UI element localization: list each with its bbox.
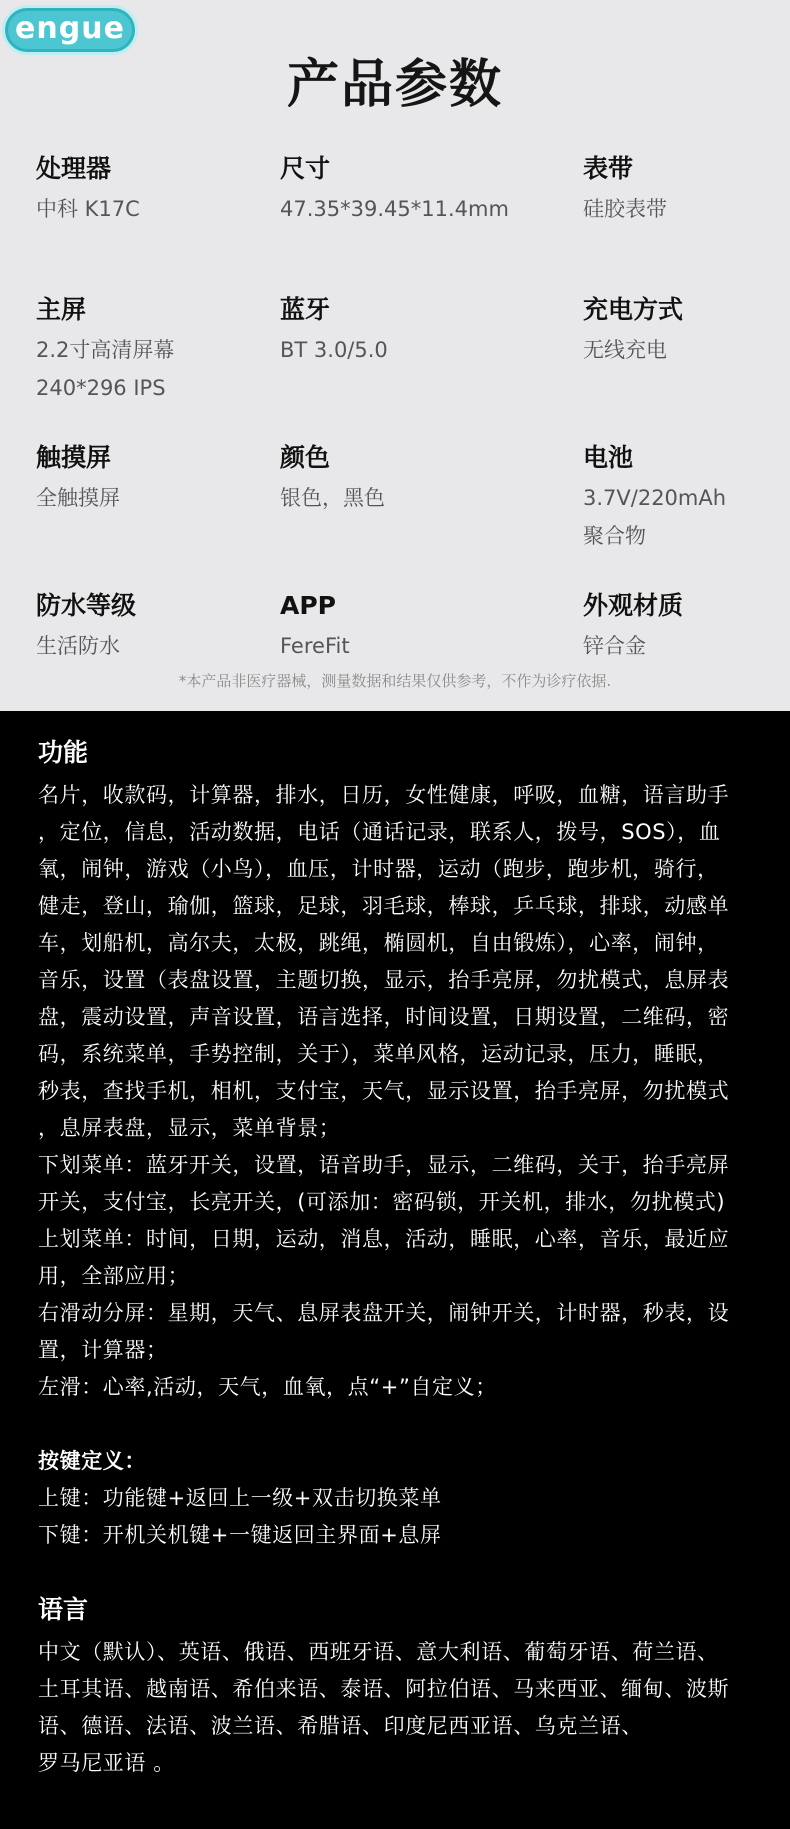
spec-value: 中科 K17C (36, 197, 140, 221)
text-line: 音乐，设置（表盘设置，主题切换，显示，抬手亮屏，勿扰模式，息屏表 (38, 968, 730, 992)
text-line: 健走，登山，瑜伽，篮球，足球，羽毛球，棒球，乒乓球，排球，动感单 (38, 894, 730, 918)
spec-value: FereFit (280, 634, 350, 658)
text-line: 盘，震动设置，声音设置，语言选择，时间设置，日期设置，二维码，密 (38, 1005, 730, 1029)
page-title: 产品参数 (286, 55, 503, 115)
spec-label: 电池 (583, 443, 634, 472)
text-line: 罗马尼亚语 。 (38, 1751, 175, 1775)
spec-value: 银色，黑色 (280, 486, 385, 510)
spec-value: 240*296 IPS (36, 376, 166, 400)
spec-value: 聚合物 (583, 524, 646, 548)
spec-label: 防水等级 (36, 591, 137, 620)
spec-app (280, 587, 540, 665)
spec-label: 蓝牙 (280, 295, 331, 324)
spec-panel (0, 0, 790, 711)
text-line: 下键：开机关机键+一键返回主界面+息屏 (38, 1523, 442, 1547)
text-line: 车，划船机，高尔夫，太极，跳绳，椭圆机，自由锻炼），心率，闹钟， (38, 931, 719, 955)
text-line: 中文（默认）、英语、俄语、西班牙语、意大利语、葡萄牙语、荷兰语、 (38, 1640, 719, 1664)
keys-heading: 按键定义： (38, 1449, 146, 1473)
text-line: 上键：功能键+返回上一级+双击切换菜单 (38, 1486, 442, 1510)
keys-text (38, 1480, 756, 1554)
disclaimer: *本产品非医疗器械，测量数据和结果仅供参考，不作为诊疗依据. (178, 672, 612, 690)
spec-label: 充电方式 (583, 295, 684, 324)
brand-logo: engue (2, 5, 138, 55)
spec-value: 3.7V/220mAh (583, 486, 727, 510)
languages-text (38, 1634, 756, 1782)
spec-bluetooth (280, 291, 540, 369)
text-line: 秒表，查找手机，相机，支付宝，天气，显示设置，抬手亮屏，勿扰模式 (38, 1079, 730, 1103)
text-line: 右滑动分屏：星期，天气、息屏表盘开关，闹钟开关，计时器，秒表，设 (38, 1301, 730, 1325)
spec-battery (583, 439, 773, 555)
text-line: 氧，闹钟，游戏（小鸟），血压，计时器，运动（跑步，跑步机，骑行， (38, 857, 719, 881)
text-line: 置，计算器； (38, 1338, 168, 1362)
languages-heading: 语言 (38, 1595, 89, 1624)
spec-value: 生活防水 (36, 634, 120, 658)
spec-main-screen (36, 291, 296, 407)
spec-label: 颜色 (280, 443, 331, 472)
spec-label: 处理器 (36, 154, 112, 183)
spec-label: 主屏 (36, 295, 87, 324)
spec-color (280, 439, 540, 517)
text-line: 土耳其语、越南语、希伯来语、泰语、阿拉伯语、马来西亚、缅甸、波斯 (38, 1677, 730, 1701)
spec-value: 全触摸屏 (36, 486, 120, 510)
spec-material (583, 587, 773, 665)
spec-value: 47.35*39.45*11.4mm (280, 197, 509, 221)
spec-label: APP (280, 591, 336, 620)
text-line: 语、德语、法语、波兰语、希腊语、印度尼西亚语、乌克兰语、 (38, 1714, 643, 1738)
features-heading: 功能 (38, 738, 89, 767)
text-line: 名片，收款码，计算器，排水，日历，女性健康，呼吸，血糖，语言助手 (38, 783, 730, 807)
spec-charging (583, 291, 773, 369)
spec-value: 锌合金 (583, 634, 646, 658)
details-panel (0, 711, 790, 1782)
spec-value: 2.2寸高清屏幕 (36, 338, 175, 362)
spec-label: 表带 (583, 154, 634, 183)
spec-value: 无线充电 (583, 338, 667, 362)
spec-label: 外观材质 (583, 591, 684, 620)
spec-waterproof (36, 587, 296, 665)
spec-value: BT 3.0/5.0 (280, 338, 388, 362)
spec-label: 尺寸 (280, 154, 331, 183)
text-line: 开关，支付宝，长亮开关，(可添加：密码锁，开关机，排水，勿扰模式) (38, 1190, 726, 1214)
text-line: 左滑：心率,活动，天气，血氧，点“+”自定义； (38, 1375, 497, 1399)
text-line: 上划菜单：时间，日期，运动，消息，活动，睡眠，心率，音乐，最近应 (38, 1227, 730, 1251)
text-line: ，息屏表盘，显示，菜单背景； (38, 1116, 341, 1140)
features-text (38, 777, 756, 1406)
spec-size (280, 150, 540, 228)
text-line: ，定位，信息，活动数据，电话（通话记录，联系人，拨号，SOS），血 (38, 820, 721, 844)
spec-label: 触摸屏 (36, 443, 112, 472)
spec-strap (583, 150, 773, 228)
text-line: 用，全部应用； (38, 1264, 190, 1288)
spec-touchscreen (36, 439, 296, 517)
spec-value: 硅胶表带 (583, 197, 667, 221)
spec-processor (36, 150, 296, 228)
text-line: 下划菜单：蓝牙开关，设置，语音助手，显示，二维码，关于，抬手亮屏 (38, 1153, 730, 1177)
text-line: 码，系统菜单，手势控制，关于），菜单风格，运动记录，压力，睡眠， (38, 1042, 719, 1066)
